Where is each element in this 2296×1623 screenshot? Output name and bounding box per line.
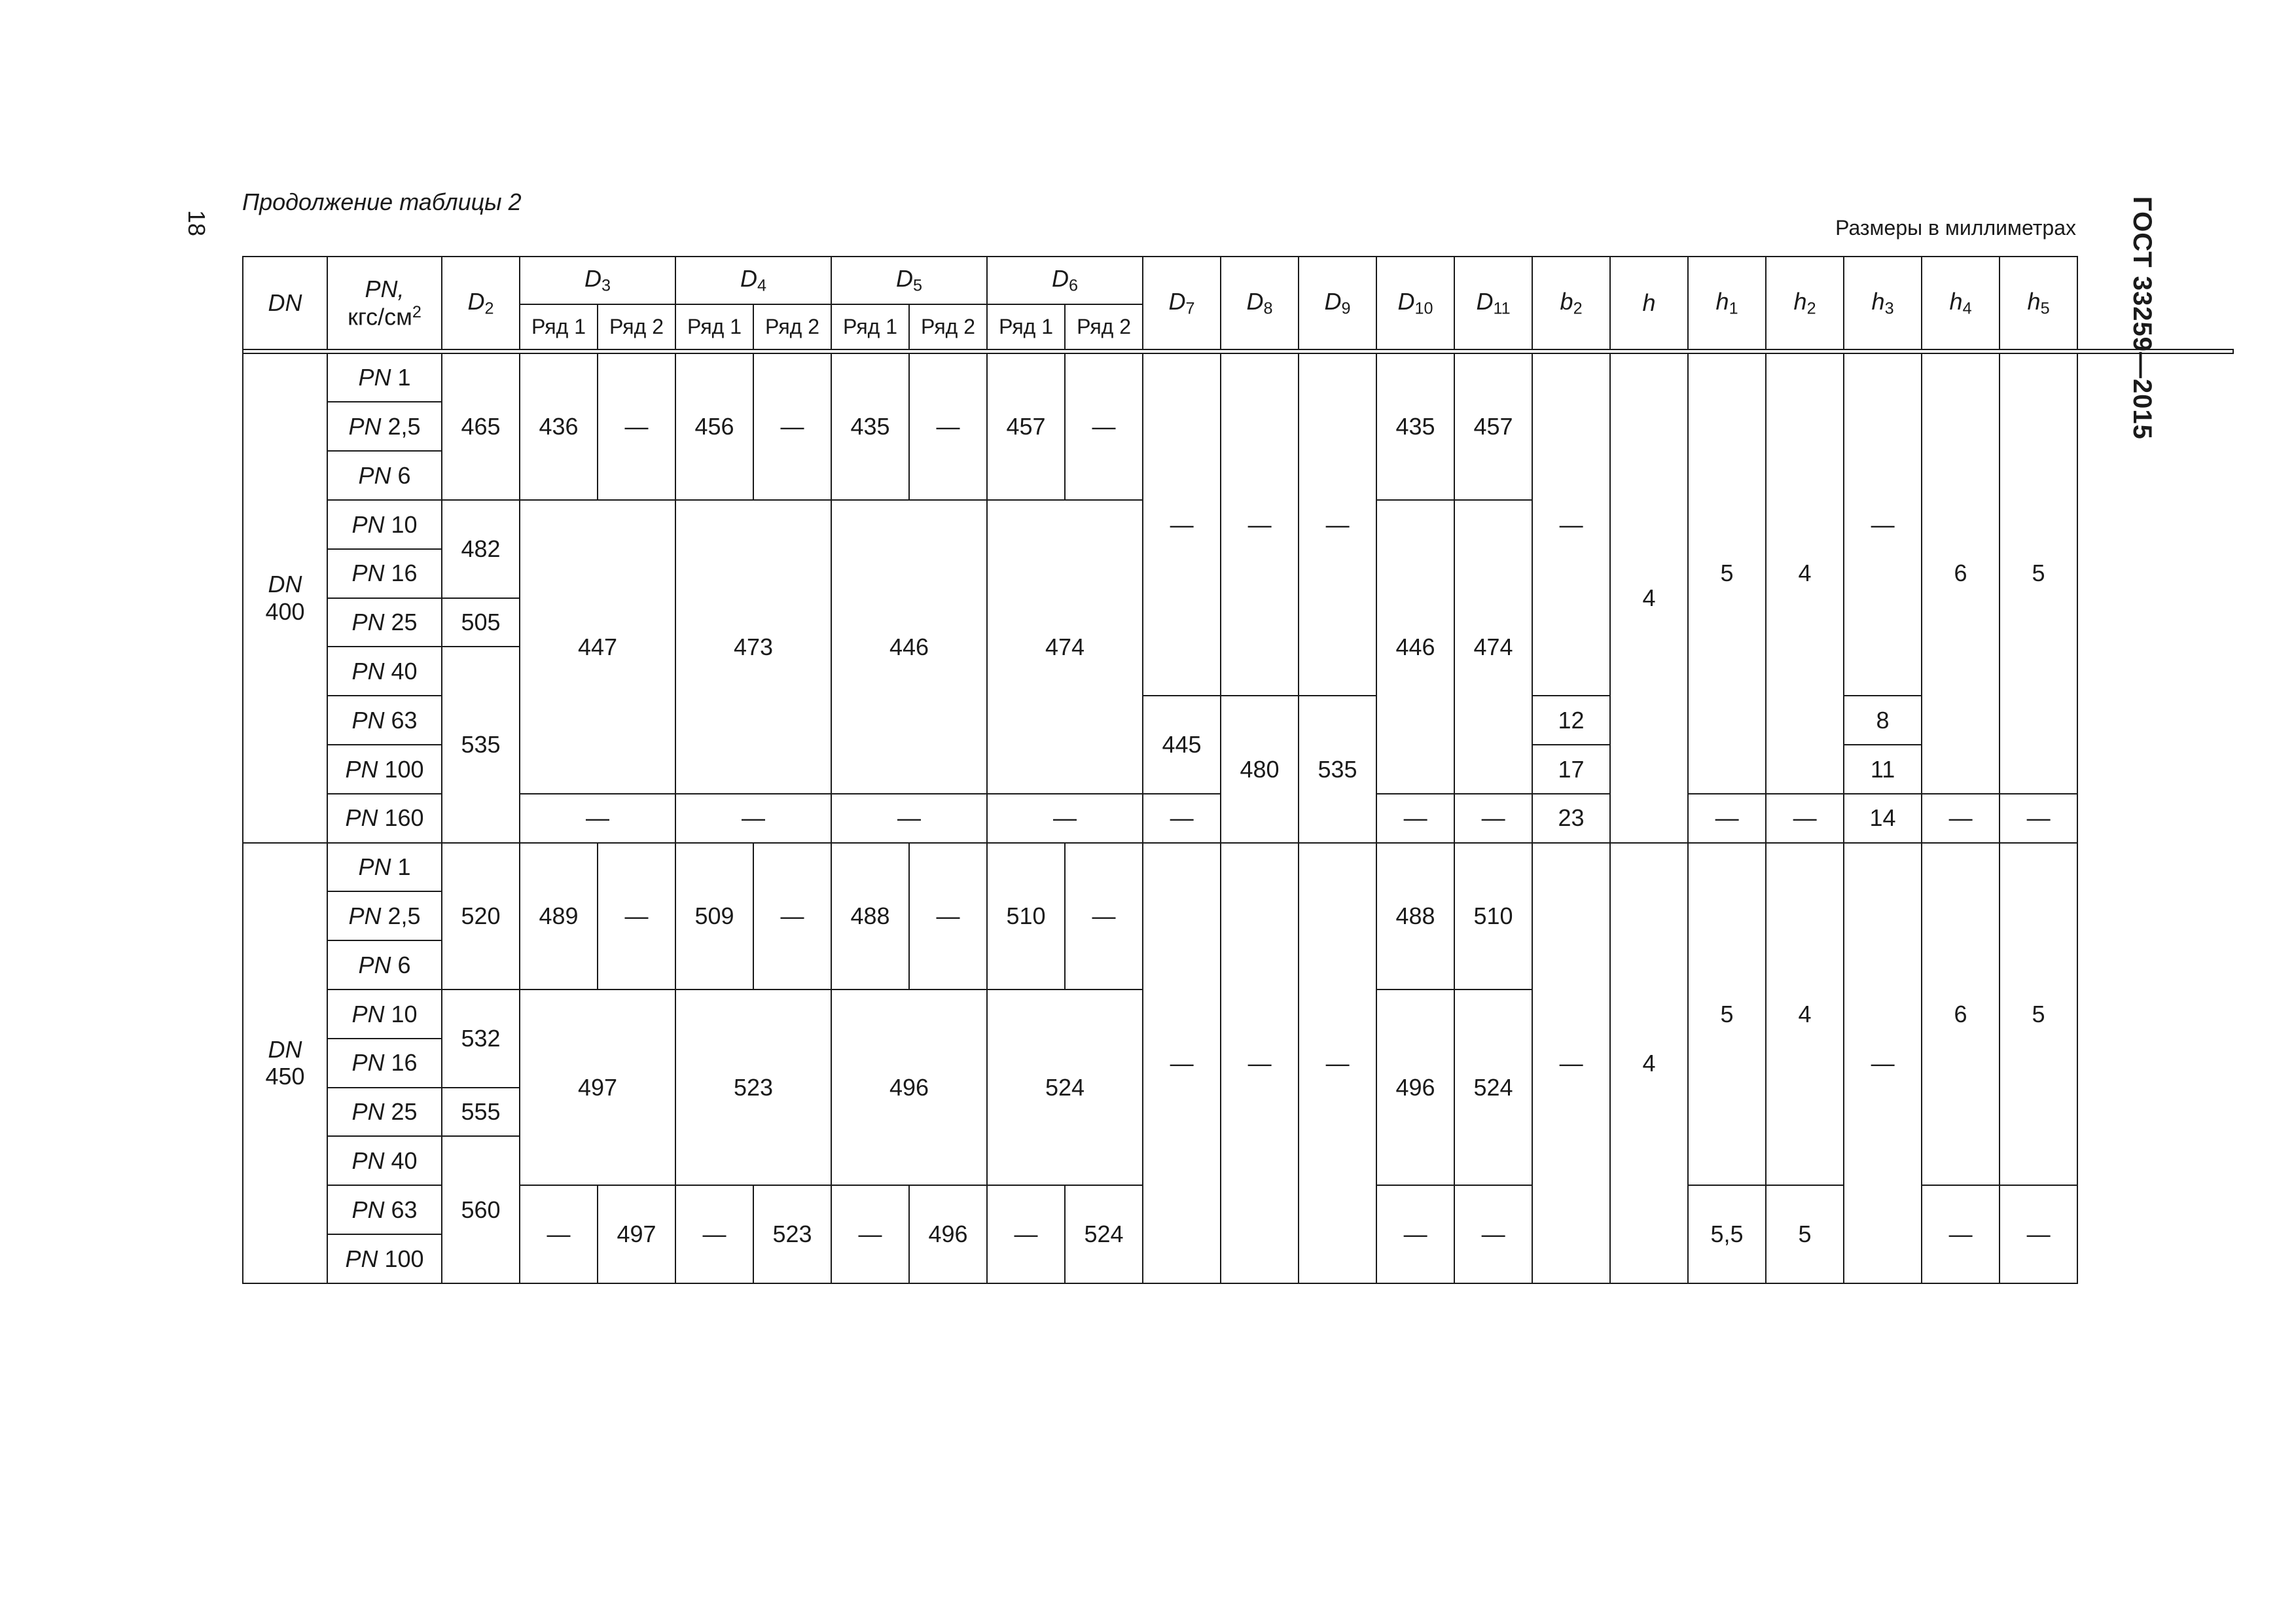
table-cell: — <box>598 843 675 990</box>
table-cell: 505 <box>442 598 520 647</box>
units-note: Размеры в миллиметрах <box>1835 216 2076 240</box>
pn-cell: PN 63 <box>327 1185 442 1234</box>
table-cell: 535 <box>1299 696 1376 842</box>
header-d2: $D_2$ <box>442 257 520 349</box>
header-d11: $D_{11}$ <box>1454 257 1532 349</box>
table-cell: 496 <box>831 990 987 1185</box>
table-cell: 435 <box>831 353 909 500</box>
table-cell: 5 <box>1688 353 1766 794</box>
header-h2: $h_2$ <box>1766 257 1844 349</box>
header-d3: $D_3$ <box>520 257 675 304</box>
table-cell: — <box>753 843 831 990</box>
header-row2: Ряд 2 <box>598 304 675 349</box>
table-cell: 5 <box>1688 843 1766 1186</box>
table-cell: 524 <box>987 990 1143 1185</box>
table-cell: — <box>675 794 831 843</box>
table-cell: — <box>1143 353 1221 696</box>
table-cell: 523 <box>675 990 831 1185</box>
table-cell: 6 <box>1922 843 2000 1186</box>
table-cell: 11 <box>1844 745 1922 794</box>
table-cell: 497 <box>520 990 675 1185</box>
table-cell: 457 <box>987 353 1065 500</box>
header-row2: Ряд 2 <box>909 304 987 349</box>
header-d10: $D_{10}$ <box>1376 257 1454 349</box>
pn-cell: PN 6 <box>327 940 442 990</box>
dimensions-table <box>242 256 2234 1284</box>
header-row2: Ряд 2 <box>753 304 831 349</box>
table-cell: 445 <box>1143 696 1221 794</box>
table-cell: 6 <box>1922 353 2000 794</box>
table-cell: 488 <box>1376 843 1454 990</box>
table-cell: — <box>1454 794 1532 843</box>
table-cell: — <box>753 353 831 500</box>
header-h3: $h_3$ <box>1844 257 1922 349</box>
table-cell: — <box>675 1185 753 1283</box>
table-cell: 480 <box>1221 696 1299 842</box>
table-cell: — <box>2000 1185 2077 1283</box>
header-b2: $b_2$ <box>1532 257 1610 349</box>
table-caption: Продолжение таблицы 2 <box>242 188 522 215</box>
table-cell: 5 <box>2000 353 2077 794</box>
table-cell: 474 <box>987 500 1143 794</box>
table-cell: 4 <box>1610 353 1688 843</box>
header-h1: $h_1$ <box>1688 257 1766 349</box>
table-cell: — <box>1922 1185 2000 1283</box>
pn-cell: PN 16 <box>327 1039 442 1088</box>
header-d5: $D_5$ <box>831 257 987 304</box>
header-row1: Ряд 1 <box>987 304 1065 349</box>
table-cell: 446 <box>1376 500 1454 794</box>
table-cell: 482 <box>442 500 520 598</box>
table-cell: 457 <box>1454 353 1532 500</box>
table-cell: — <box>2000 794 2077 843</box>
table-cell: — <box>831 794 987 843</box>
header-d4: $D_4$ <box>675 257 831 304</box>
table-cell: — <box>909 843 987 990</box>
pn-cell: PN 1 <box>327 843 442 892</box>
table-cell: — <box>1299 353 1376 696</box>
table-cell: — <box>1454 1185 1532 1283</box>
header-d8: $D_8$ <box>1221 257 1299 349</box>
table-cell: 4 <box>1766 843 1844 1186</box>
pn-cell: PN 10 <box>327 990 442 1039</box>
table-cell: — <box>1143 843 1221 1283</box>
table-cell: — <box>987 794 1143 843</box>
table-cell: 496 <box>1376 990 1454 1185</box>
pn-cell: PN 40 <box>327 647 442 696</box>
header-dn: DN <box>243 257 327 349</box>
pn-cell: PN 6 <box>327 451 442 500</box>
pn-cell: PN 25 <box>327 1088 442 1137</box>
table-cell: 497 <box>598 1185 675 1283</box>
pn-cell: PN 100 <box>327 1234 442 1283</box>
table-cell: — <box>831 1185 909 1283</box>
table-cell: 12 <box>1532 696 1610 745</box>
table-cell: — <box>1532 843 1610 1283</box>
table-cell: 5,5 <box>1688 1185 1766 1283</box>
table-cell: — <box>1532 353 1610 696</box>
table-cell: 488 <box>831 843 909 990</box>
pn-cell: PN 2,5 <box>327 891 442 940</box>
table-cell: 5 <box>1766 1185 1844 1283</box>
table-cell: 474 <box>1454 500 1532 794</box>
table-cell: 446 <box>831 500 987 794</box>
dn-cell: DN 400 <box>243 353 327 843</box>
table-cell: — <box>1221 843 1299 1283</box>
table-cell: 510 <box>1454 843 1532 990</box>
table-cell: 473 <box>675 500 831 794</box>
table-cell: — <box>1922 794 2000 843</box>
header-pn: PN, кгс/$см^2$ <box>327 257 442 349</box>
table-cell: 520 <box>442 843 520 990</box>
table-cell: — <box>598 353 675 500</box>
table-cell: — <box>1844 353 1922 696</box>
table-cell: — <box>1143 794 1221 843</box>
table-cell: — <box>1065 843 1143 990</box>
table-cell: 447 <box>520 500 675 794</box>
table-cell: — <box>1766 794 1844 843</box>
pn-cell: PN 25 <box>327 598 442 647</box>
pn-cell: PN 40 <box>327 1136 442 1185</box>
table-cell: — <box>1299 843 1376 1283</box>
header-row1: Ряд 1 <box>520 304 598 349</box>
table-cell: — <box>909 353 987 500</box>
table-cell: 523 <box>753 1185 831 1283</box>
table-cell: — <box>1844 843 1922 1283</box>
table-cell: — <box>520 1185 598 1283</box>
table-cell: — <box>1376 1185 1454 1283</box>
table-cell: — <box>1065 353 1143 500</box>
table-cell: 17 <box>1532 745 1610 794</box>
pn-cell: PN 10 <box>327 500 442 549</box>
table-cell: 14 <box>1844 794 1922 843</box>
pn-cell: PN 63 <box>327 696 442 745</box>
table-cell: 524 <box>1454 990 1532 1185</box>
table-cell: 535 <box>442 647 520 842</box>
table-cell: — <box>520 794 675 843</box>
table-cell: 510 <box>987 843 1065 990</box>
header-d7: $D_7$ <box>1143 257 1221 349</box>
table-cell: 496 <box>909 1185 987 1283</box>
dn-cell: DN 450 <box>243 843 327 1283</box>
table-cell: 509 <box>675 843 753 990</box>
table-cell: 436 <box>520 353 598 500</box>
header-h4: $h_4$ <box>1922 257 2000 349</box>
table-cell: 456 <box>675 353 753 500</box>
table-cell: — <box>1376 794 1454 843</box>
pn-cell: PN 2,5 <box>327 402 442 451</box>
standard-designation: ГОСТ 33259—2015 <box>2128 196 2157 440</box>
table-cell: 532 <box>442 990 520 1088</box>
table-cell: — <box>1688 794 1766 843</box>
table-cell: 555 <box>442 1088 520 1137</box>
header-row1: Ряд 1 <box>831 304 909 349</box>
header-h: h <box>1610 257 1688 349</box>
pn-cell: PN 160 <box>327 794 442 843</box>
table-cell: 23 <box>1532 794 1610 843</box>
header-d6: $D_6$ <box>987 257 1143 304</box>
header-h5: $h_5$ <box>2000 257 2077 349</box>
table-cell: 524 <box>1065 1185 1143 1283</box>
pn-cell: PN 1 <box>327 353 442 402</box>
page-number: 18 <box>183 209 211 237</box>
header-row2: Ряд 2 <box>1065 304 1143 349</box>
table-cell: 489 <box>520 843 598 990</box>
table-cell: 465 <box>442 353 520 500</box>
pn-cell: PN 100 <box>327 745 442 794</box>
table-cell: 5 <box>2000 843 2077 1186</box>
header-d9: $D_9$ <box>1299 257 1376 349</box>
header-row1: Ряд 1 <box>675 304 753 349</box>
table-cell: 4 <box>1766 353 1844 794</box>
table-cell: 4 <box>1610 843 1688 1283</box>
table-cell: 8 <box>1844 696 1922 745</box>
table-cell: — <box>987 1185 1065 1283</box>
table-cell: — <box>1221 353 1299 696</box>
pn-cell: PN 16 <box>327 549 442 598</box>
table-cell: 435 <box>1376 353 1454 500</box>
table-cell: 560 <box>442 1136 520 1283</box>
